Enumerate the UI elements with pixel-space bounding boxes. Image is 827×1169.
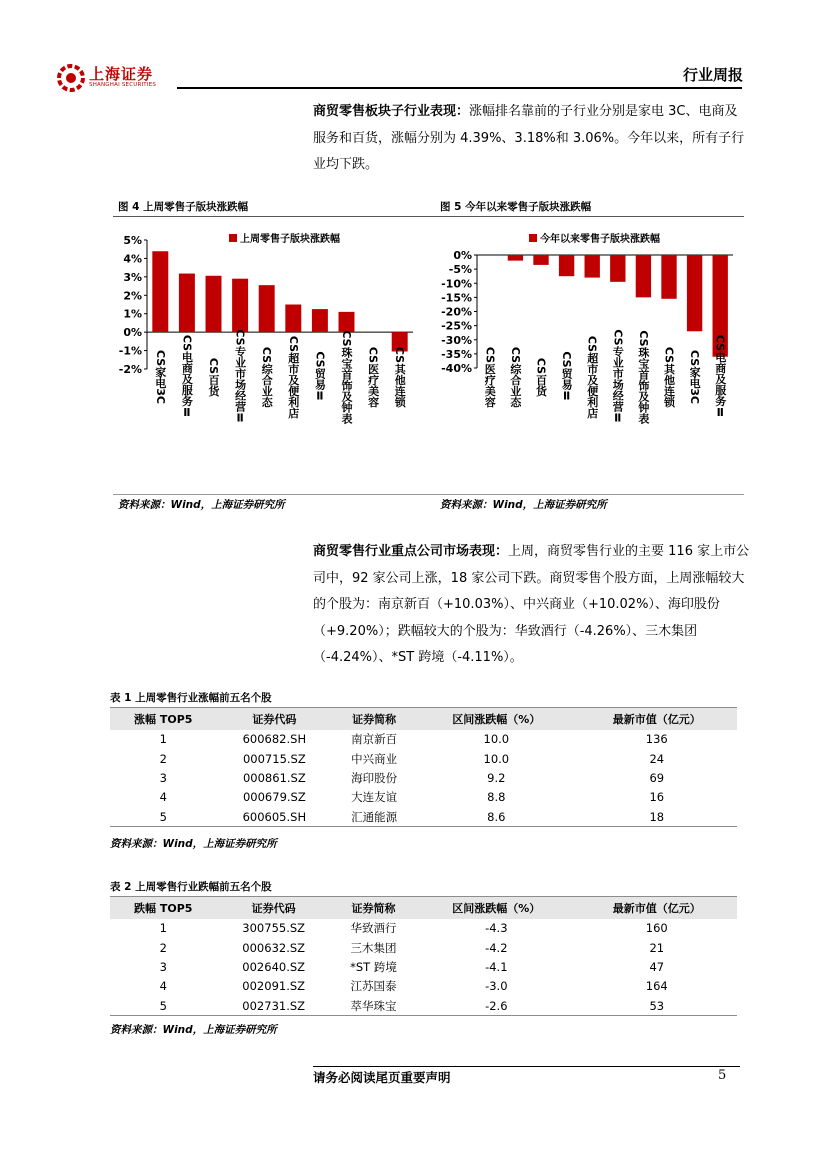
bar — [152, 251, 168, 332]
table-top-gainers — [110, 707, 737, 827]
figure-5-source: 资料来源：Wind，上海证券研究所 — [440, 499, 607, 511]
table-cell: 5 — [110, 807, 216, 826]
bar — [636, 255, 651, 297]
table-row — [110, 977, 737, 996]
table-cell: 136 — [645, 732, 668, 747]
column-header: 跌幅 TOP5 — [110, 897, 216, 919]
table-row — [110, 788, 737, 807]
category-label: CS家电3C — [153, 350, 167, 404]
category-label: CS贸易Ⅱ — [313, 351, 327, 403]
paragraph-body: 上周，商贸零售行业的主要 116 家上市公司中，92 家公司上涨，18 家公司下跌。商贸零售个股方面，上周涨幅较大的个股为：南京新百（+10.03%）、中兴商业（+10.02%）、海印股份（+9.20%）；跌幅较大的个股为：华致酒行（-4.26%）、三木集团（-4.24%）、*ST 跨境（-4.11%）。 — [313, 544, 750, 665]
y-tick-label: -10% — [441, 277, 472, 291]
table-cell: 华致酒行 — [350, 921, 397, 936]
table-cell: 002640.SZ — [242, 959, 306, 974]
table-cell: 2 — [159, 940, 167, 955]
y-tick-label: -1% — [118, 344, 142, 358]
legend-swatch — [529, 234, 537, 242]
table-cell: 160 — [645, 921, 668, 936]
table-cell: -2.6 — [416, 996, 576, 1015]
bar — [585, 255, 600, 278]
table-cell: 2 — [159, 751, 167, 766]
logo-emblem-icon — [57, 64, 85, 92]
table-header-row — [110, 708, 737, 730]
page-number: 5 — [718, 1068, 727, 1083]
legend-label: 上周零售子版块涨跌幅 — [240, 234, 340, 245]
table-cell: 53 — [577, 996, 737, 1015]
category-label: CS综合业态 — [260, 346, 274, 408]
table-cell: 164 — [645, 979, 668, 994]
table-cell: 中兴商业 — [351, 751, 398, 766]
logo-subtext: SHANGHAI SECURITIES — [89, 82, 157, 88]
category-label: CS贸易Ⅱ — [560, 351, 574, 403]
category-label: CS专业市场经营Ⅱ — [233, 329, 247, 425]
table-cell: 600682.SH — [242, 732, 307, 747]
table-1-title: 表 1 上周零售行业涨幅前五名个股 — [110, 692, 272, 704]
footer-divider — [313, 1066, 740, 1067]
table-cell: 4 — [159, 979, 167, 994]
table-cell: *ST 跨境 — [350, 959, 397, 974]
column-header: 最新市值（亿元） — [577, 708, 737, 730]
paragraph-lead: 商贸零售板块子行业表现： — [313, 104, 470, 119]
figure-bottom-rule — [113, 494, 744, 495]
y-tick-label: -35% — [441, 347, 472, 361]
bar — [312, 309, 328, 332]
bar — [259, 285, 275, 332]
table-row — [110, 938, 737, 957]
column-header: 证券代码 — [216, 708, 332, 730]
report-type: 行业周报 — [682, 66, 743, 84]
footer-disclaimer: 请务必阅读尾页重要声明 — [313, 1070, 451, 1085]
table-cell: 三木集团 — [350, 940, 397, 955]
category-label: CS百货 — [534, 357, 548, 397]
y-tick-label: 0% — [453, 249, 472, 262]
category-label: CS医疗美容 — [366, 346, 380, 408]
table-header-row — [110, 897, 737, 919]
paragraph-company-performance — [313, 539, 750, 672]
table-cell: 21 — [649, 940, 665, 955]
category-label: CS综合业态 — [508, 346, 522, 408]
table-cell: 16 — [649, 790, 665, 805]
y-tick-label: 3% — [123, 270, 142, 284]
column-header: 证券简称 — [332, 708, 416, 730]
table-2-title: 表 2 上周零售行业跌幅前五名个股 — [110, 881, 272, 893]
table-cell: 萃华珠宝 — [331, 996, 416, 1015]
legend-label: 今年以来零售子版块涨跌幅 — [540, 234, 660, 245]
table-cell: 8.8 — [487, 790, 506, 805]
y-tick-label: -25% — [441, 319, 472, 333]
table-cell: 47 — [649, 959, 665, 974]
table-row — [110, 957, 737, 976]
paragraph-body: 涨幅排名靠前的子行业分别是家电 3C、电商及服务和百货，涨幅分别为 4.39%、3.18%和 3.06%。今年以来，所有子行业均下跌。 — [313, 104, 745, 172]
paragraph-subsector-performance — [313, 99, 750, 179]
company-logo — [57, 62, 177, 96]
table-cell: 大连友谊 — [351, 790, 398, 805]
category-label: CS其他连锁 — [662, 346, 676, 408]
table-cell: 5 — [110, 996, 216, 1015]
bar — [285, 305, 301, 333]
y-tick-label: -40% — [441, 362, 472, 375]
bar — [206, 276, 222, 332]
y-tick-label: 0% — [123, 326, 142, 340]
y-tick-label: -15% — [441, 291, 472, 305]
category-label: CS珠宝首饰及钟表 — [340, 330, 353, 424]
y-tick-label: -2% — [118, 363, 142, 376]
table-cell: 000632.SZ — [242, 940, 306, 955]
table-cell: 9.2 — [487, 770, 506, 785]
table-row — [110, 807, 737, 826]
category-label: CS电商及服务Ⅱ — [180, 334, 194, 420]
bar — [232, 279, 248, 332]
y-tick-label: 5% — [123, 234, 142, 247]
chart-ytd-subsector-change — [430, 222, 740, 492]
table-cell: -3.0 — [485, 979, 508, 994]
column-header: 证券代码 — [216, 897, 330, 919]
table-cell: 002731.SZ — [216, 996, 330, 1015]
table-2-source: 资料来源：Wind，上海证券研究所 — [110, 1024, 277, 1036]
figure-top-rule — [113, 216, 744, 217]
figure-4-title: 图 4 上周零售子版块涨跌幅 — [118, 201, 249, 213]
category-label: CS电商及服务Ⅱ — [713, 334, 727, 420]
figure-4-source: 资料来源：Wind，上海证券研究所 — [118, 499, 285, 511]
legend-swatch — [229, 234, 237, 242]
table-cell: 18 — [577, 807, 737, 826]
y-tick-label: 4% — [123, 252, 142, 266]
column-header: 证券简称 — [331, 897, 416, 919]
table-cell: -4.1 — [485, 959, 508, 974]
column-header: 区间涨跌幅（%） — [416, 708, 576, 730]
table-row — [110, 996, 737, 1015]
bar — [559, 255, 574, 276]
table-cell: 南京新百 — [351, 732, 398, 747]
table-cell: 1 — [159, 921, 167, 936]
category-label: CS医疗美容 — [483, 346, 497, 408]
table-cell: 10.0 — [483, 751, 510, 766]
column-header: 区间涨跌幅（%） — [416, 897, 576, 919]
bar — [687, 255, 702, 331]
category-label: CS其他连锁 — [393, 346, 407, 408]
category-label: CS家电3C — [688, 350, 702, 404]
table-cell: 汇通能源 — [332, 807, 416, 826]
table-cell: 69 — [649, 770, 665, 785]
table-cell: 海印股份 — [351, 770, 398, 785]
table-cell: 3 — [159, 770, 167, 785]
category-label: CS超市及便利店 — [286, 335, 300, 419]
column-header: 最新市值（亿元） — [577, 897, 737, 919]
table-cell: 300755.SZ — [242, 921, 306, 936]
table-top-losers — [110, 896, 737, 1016]
header-divider — [177, 87, 742, 89]
table-cell: 002091.SZ — [242, 979, 306, 994]
table-row — [110, 919, 737, 938]
table-cell: 1 — [159, 732, 167, 747]
category-label: CS超市及便利店 — [585, 335, 599, 419]
table-cell: -4.3 — [485, 921, 508, 936]
bar — [179, 274, 195, 333]
table-cell: 3 — [159, 959, 167, 974]
table-row — [110, 768, 737, 787]
y-tick-label: -20% — [441, 305, 472, 319]
table-cell: 24 — [649, 751, 665, 766]
bar — [339, 312, 355, 332]
category-label: CS专业市场经营Ⅱ — [611, 329, 625, 425]
table-cell: 000679.SZ — [242, 790, 306, 805]
table-row — [110, 749, 737, 768]
bar — [610, 255, 625, 282]
table-cell: 600605.SH — [216, 807, 332, 826]
table-cell: 4 — [159, 790, 167, 805]
figure-5-title: 图 5 今年以来零售子版块涨跌幅 — [440, 201, 592, 213]
column-header: 涨幅 TOP5 — [110, 708, 216, 730]
category-label: CS珠宝首饰及钟表 — [636, 330, 650, 424]
table-cell: 8.6 — [416, 807, 576, 826]
table-cell: 10.0 — [483, 732, 510, 747]
table-cell: 000715.SZ — [242, 751, 306, 766]
category-label: CS百货 — [207, 357, 220, 397]
table-cell: 000861.SZ — [242, 770, 306, 785]
bar — [661, 255, 676, 299]
table-cell: -4.2 — [485, 940, 508, 955]
table-cell: 江苏国泰 — [350, 979, 397, 994]
bar — [508, 255, 523, 261]
paragraph-lead: 商贸零售行业重点公司市场表现： — [313, 544, 509, 559]
bar — [533, 255, 548, 265]
y-tick-label: 1% — [123, 307, 142, 321]
logo-text: 上海证券 — [89, 65, 154, 83]
y-tick-label: -5% — [448, 263, 472, 277]
y-tick-label: 2% — [123, 289, 142, 303]
y-tick-label: -30% — [441, 333, 472, 347]
table-1-source: 资料来源：Wind，上海证券研究所 — [110, 838, 277, 850]
table-row — [110, 730, 737, 749]
chart-weekly-subsector-change — [110, 222, 420, 492]
